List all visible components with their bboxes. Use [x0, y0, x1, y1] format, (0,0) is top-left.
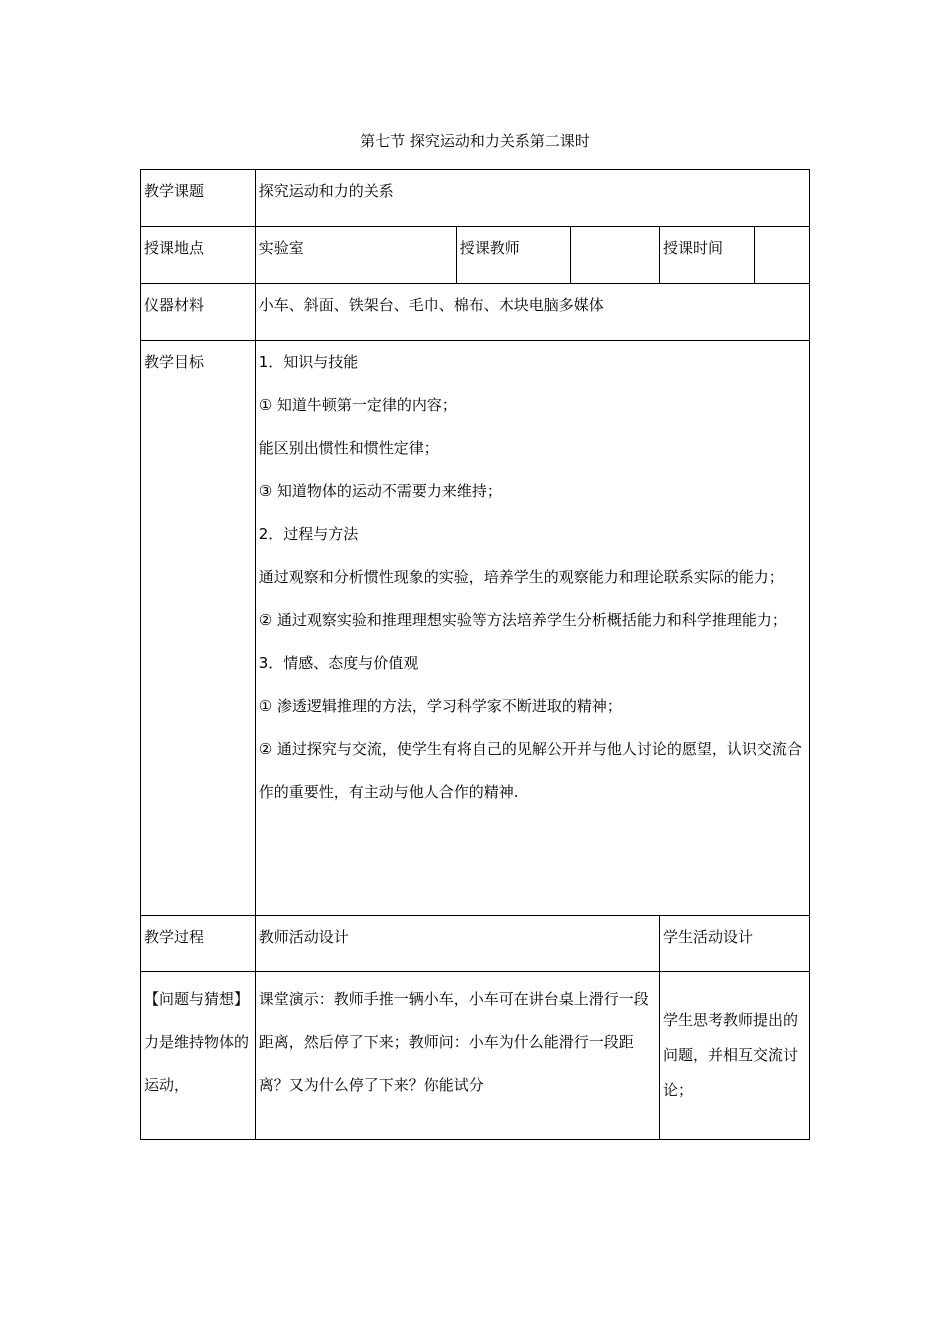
- goal-line: 2．过程与方法: [258, 525, 359, 543]
- teacher-label: 授课教师: [456, 227, 571, 284]
- place-value: 实验室: [255, 227, 456, 284]
- table-row: [141, 170, 810, 227]
- goal-line: ② 通过探究与交流，使学生有将自己的见解公开并与他人讨论的愿望，认识交流合作的重要性，有主动与他人合作的精神.: [258, 740, 802, 801]
- materials-label: 仪器材料: [141, 284, 256, 341]
- student-activity-header: 学生活动设计: [660, 916, 810, 972]
- goal-line: 能区别出惯性和惯性定律；: [258, 439, 439, 457]
- goal-line: ① 渗透逻辑推理的方法，学习科学家不断进取的精神；: [258, 697, 622, 715]
- teacher-value: [571, 227, 660, 284]
- goal-line: ② 通过观察实验和推理理想实验等方法培养学生分析概括能力和科学推理能力；: [258, 611, 787, 629]
- table-row: [141, 284, 810, 341]
- table-row: [141, 341, 810, 916]
- materials-value: 小车、斜面、铁架台、毛巾、棉布、木块电脑多媒体: [255, 284, 809, 341]
- teacher-activity: 课堂演示：教师手推一辆小车，小车可在讲台桌上滑行一段距离，然后停了下来；教师问：小车为什么能滑行一段距离？又为什么停了下来？你能试分: [255, 972, 659, 1140]
- topic-label: 教学课题: [141, 170, 256, 227]
- goal-line: 通过观察和分析惯性现象的实验，培养学生的观察能力和理论联系实际的能力；: [258, 568, 784, 586]
- time-label: 授课时间: [660, 227, 755, 284]
- table-row: [141, 227, 810, 284]
- table-row: [141, 972, 810, 1140]
- place-label: 授课地点: [141, 227, 256, 284]
- goal-line: 3．情感、态度与价值观: [258, 654, 419, 672]
- goals-content: [255, 341, 809, 916]
- goal-line: 1．知识与技能: [258, 353, 359, 371]
- time-value: [755, 227, 810, 284]
- question-label: 【问题与猜想】力是维持物体的运动，: [141, 972, 256, 1140]
- lesson-plan-table: [140, 169, 810, 1140]
- student-activity: 学生思考教师提出的问题，并相互交流讨论；: [660, 972, 810, 1140]
- process-label: 教学过程: [141, 916, 256, 972]
- table-row: [141, 916, 810, 972]
- goals-label: 教学目标: [141, 341, 256, 916]
- goal-line: ① 知道牛顿第一定律的内容；: [258, 396, 457, 414]
- goal-line: ③ 知道物体的运动不需要力来维持；: [258, 482, 502, 500]
- teacher-activity-header: 教师活动设计: [255, 916, 659, 972]
- page-title: 第七节 探究运动和力关系第二课时: [360, 132, 590, 150]
- topic-value: 探究运动和力的关系: [255, 170, 809, 227]
